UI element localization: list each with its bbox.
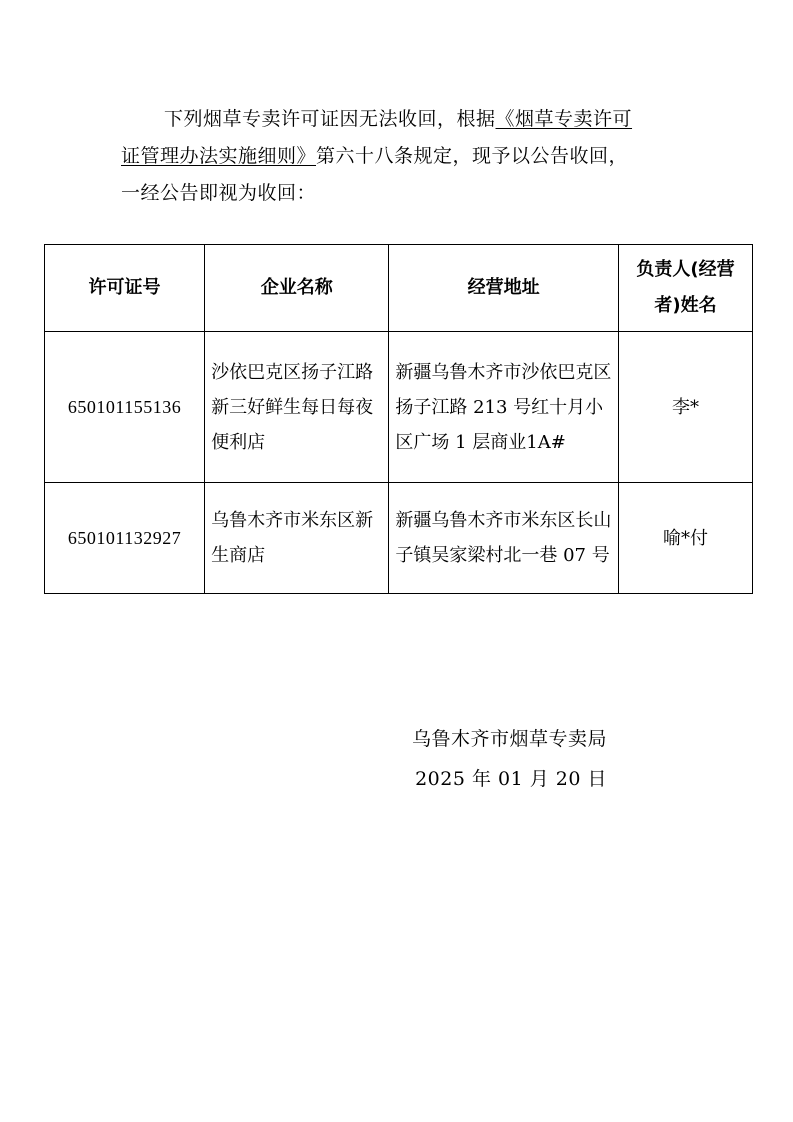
notice-intro bbox=[121, 101, 681, 212]
header-person: 负责人(经营者)姓名 bbox=[618, 245, 752, 332]
address-cell: 新疆乌鲁木齐市米东区长山子镇吴家梁村北一巷 07 号 bbox=[389, 483, 619, 594]
regulation-title-part-1: 《烟草专卖许可 bbox=[495, 108, 633, 130]
issuing-authority: 乌鲁木齐市烟草专卖局 bbox=[411, 728, 607, 750]
revoked-license-table bbox=[44, 244, 753, 594]
issue-date: 2025 年 01 月 20 日 bbox=[415, 768, 607, 790]
address-cell: 新疆乌鲁木齐市沙依巴克区扬子江路 213 号红十月小区广场 1 层商业1A# bbox=[389, 332, 619, 483]
header-license-no: 许可证号 bbox=[45, 245, 205, 332]
company-name-cell: 沙依巴克区扬子江路新三好鲜生每日每夜便利店 bbox=[205, 332, 389, 483]
table-header-row bbox=[45, 245, 753, 332]
intro-line-2 bbox=[121, 138, 681, 175]
intro-line-1-text: 下列烟草专卖许可证因无法收回，根据 bbox=[164, 108, 496, 130]
intro-line-3: 一经公告即视为收回： bbox=[121, 182, 317, 204]
table-row bbox=[45, 483, 753, 594]
person-cell: 喻*付 bbox=[618, 483, 752, 594]
table-row bbox=[45, 332, 753, 483]
company-name-cell: 乌鲁木齐市米东区新生商店 bbox=[205, 483, 389, 594]
person-cell: 李* bbox=[618, 332, 752, 483]
header-company-name: 企业名称 bbox=[205, 245, 389, 332]
signature-block bbox=[412, 719, 607, 799]
regulation-title-part-2: 证管理办法实施细则》 bbox=[121, 145, 317, 167]
intro-line-2-text: 第六十八条规定，现予以公告收回， bbox=[316, 145, 629, 167]
header-address: 经营地址 bbox=[389, 245, 619, 332]
license-no-cell: 650101155136 bbox=[45, 332, 205, 483]
license-no-cell: 650101132927 bbox=[45, 483, 205, 594]
intro-line-1 bbox=[121, 101, 681, 138]
